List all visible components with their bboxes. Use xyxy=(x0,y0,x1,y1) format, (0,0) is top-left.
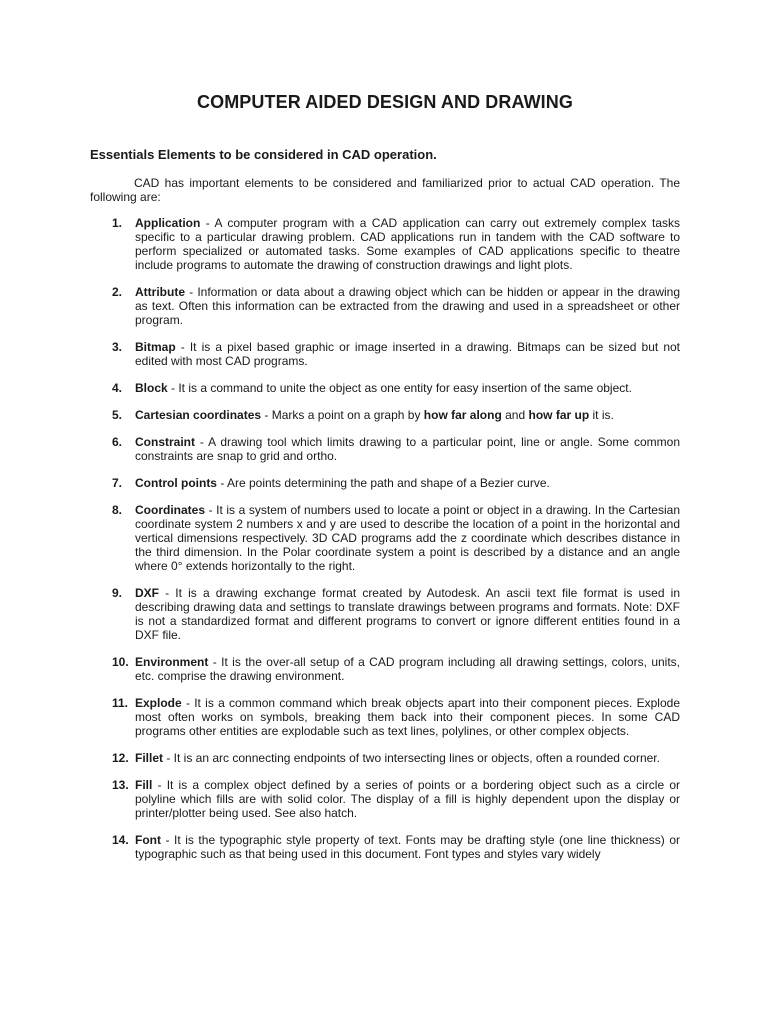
term-definition: - A computer program with a CAD application can carry out extremely complex tasks specific to a particular drawing problem. CAD applications run in tandem with the CAD software to perform specialized or automated tasks. Some examples of CAD applications specific to theatre include programs to automate the drawing of construction drawings and light plots. xyxy=(135,216,680,272)
item-number: 10. xyxy=(112,655,129,669)
term-definition-part: and xyxy=(501,408,529,422)
term-emphasis: how far along xyxy=(423,408,502,422)
list-item-constraint xyxy=(90,435,680,463)
item-number: 11. xyxy=(112,696,129,710)
term-definition: - It is a system of numbers used to locate a point or object in a drawing. In the Cartesian coordinate system 2 numbers x and y are used to describe the location of a point in the horizontal and vertical dimensions respectively. 3D CAD programs add the z coordinate which describes distance in the third dimension. In the Polar coordinate system a point is described by a distance and an angle where 0° extends horizontally to the right. xyxy=(135,503,680,573)
term-name: Fill xyxy=(135,778,153,792)
item-number: 12. xyxy=(112,751,129,765)
list-item-cartesian-coordinates xyxy=(90,408,680,422)
list-item-bitmap xyxy=(90,340,680,368)
term-definition: - It is a command to unite the object as one entity for easy insertion of the same object. xyxy=(167,381,632,395)
item-number: 6. xyxy=(112,435,123,449)
item-number: 1. xyxy=(112,216,123,230)
term-name: Cartesian coordinates xyxy=(135,408,262,422)
list-item-control-points xyxy=(90,476,680,490)
term-name: Bitmap xyxy=(135,340,176,354)
section-subtitle: Essentials Elements to be considered in CAD operation. xyxy=(90,147,437,162)
list-item-block xyxy=(90,381,680,395)
term-emphasis: how far up xyxy=(528,408,590,422)
list-item-explode xyxy=(90,696,680,738)
list-item-attribute xyxy=(90,285,680,327)
list-item-coordinates xyxy=(90,503,680,573)
term-definition: - It is the typographic style property of text. Fonts may be drafting style (one line thickness) or typographic such as that being used in this document. Font types and styles vary widely xyxy=(135,833,680,861)
term-definition: - It is an arc connecting endpoints of two intersecting lines or objects, often a rounded corner. xyxy=(163,751,660,765)
term-definition-part: it is. xyxy=(589,408,614,422)
list-item-fill xyxy=(90,778,680,820)
list-item-dxf xyxy=(90,586,680,642)
item-number: 13. xyxy=(112,778,129,792)
page-title: COMPUTER AIDED DESIGN AND DRAWING xyxy=(197,92,573,112)
item-number: 5. xyxy=(112,408,123,422)
item-number: 4. xyxy=(112,381,123,395)
term-name: Application xyxy=(135,216,201,230)
term-name: Font xyxy=(135,833,161,847)
term-definition: - Are points determining the path and shape of a Bezier curve. xyxy=(216,476,550,490)
term-definition: - It is a pixel based graphic or image inserted in a drawing. Bitmaps can be sized but not edited with most CAD programs. xyxy=(135,340,680,368)
item-number: 9. xyxy=(112,586,123,600)
item-number: 3. xyxy=(112,340,123,354)
terms-list xyxy=(90,216,680,861)
term-name: Coordinates xyxy=(135,503,206,517)
term-definition: - It is a common command which break objects apart into their component pieces. Explode most often works on symbols, breaking them back into their component pieces. In some CAD programs other entities are explodable such as text lines, polylines, or other complex objects. xyxy=(135,696,680,738)
term-definition: - It is the over-all setup of a CAD program including all drawing settings, colors, units, etc. comprise the drawing environment. xyxy=(135,655,680,683)
list-item-environment xyxy=(90,655,680,683)
term-name: Fillet xyxy=(135,751,164,765)
term-name: Constraint xyxy=(135,435,195,449)
list-item-font xyxy=(90,833,680,861)
intro-paragraph: CAD has important elements to be considered and familiarized prior to actual CAD operation. The following are: xyxy=(90,176,680,204)
term-name: Environment xyxy=(135,655,209,669)
term-name: Attribute xyxy=(135,285,185,299)
term-definition-part: - Marks a point on a graph by xyxy=(261,408,424,422)
list-item-fillet xyxy=(90,751,680,765)
term-name: DXF xyxy=(135,586,159,600)
item-number: 2. xyxy=(112,285,123,299)
term-definition: - It is a drawing exchange format created by Autodesk. An ascii text file format is used in describing drawing data and settings to translate drawings between programs and formats. Note: DXF is not a standardized format and different programs to convert or ignore different entities found in a DXF file. xyxy=(135,586,680,642)
item-number: 7. xyxy=(112,476,123,490)
term-name: Control points xyxy=(135,476,217,490)
term-name: Explode xyxy=(135,696,182,710)
list-item-application xyxy=(90,216,680,272)
item-number: 8. xyxy=(112,503,123,517)
term-definition: - Information or data about a drawing object which can be hidden or appear in the drawing as text. Often this information can be extracted from the drawing and used in a spreadsheet or other program. xyxy=(135,285,680,327)
term-definition: - A drawing tool which limits drawing to a particular point, line or angle. Some common constraints are snap to grid and ortho. xyxy=(135,435,680,463)
term-name: Block xyxy=(135,381,168,395)
item-number: 14. xyxy=(112,833,129,847)
term-definition: - It is a complex object defined by a series of points or a bordering object such as a circle or polyline which fills are with solid color. The display of a fill is highly dependent upon the display or printer/plotter being used. See also hatch. xyxy=(135,778,680,820)
